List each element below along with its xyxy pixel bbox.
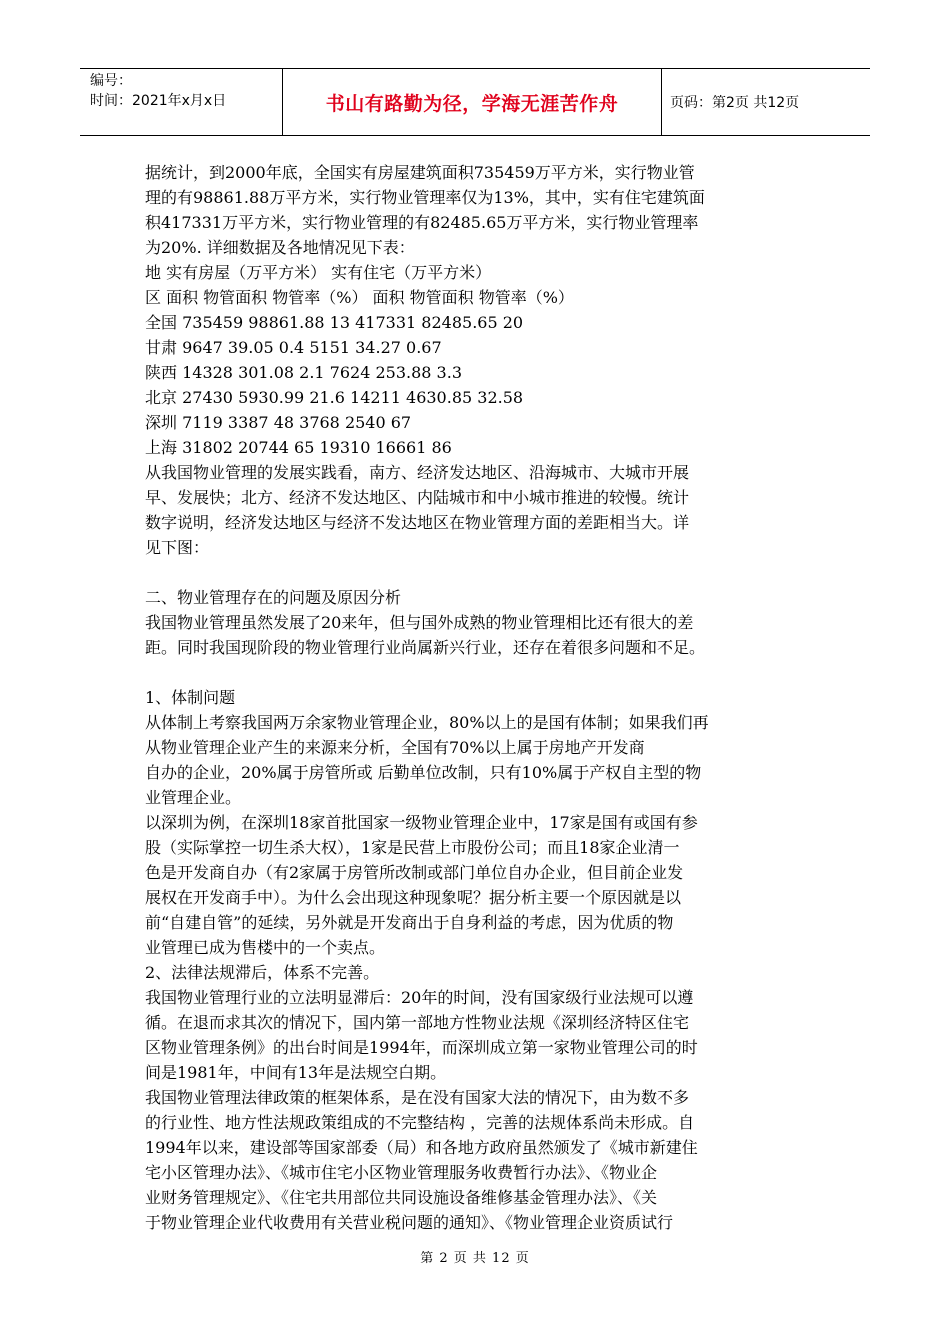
body-text-line: 积417331万平方米，实行物业管理的有82485.65万平方米，实行物业管理率 [145, 213, 699, 232]
body-text-line: 从我国物业管理的发展实践看，南方、经济发达地区、沿海城市、大城市开展 [145, 463, 690, 482]
body-text-line: 以深圳为例，在深圳18家首批国家一级物业管理企业中，17家是国有或国有参 [145, 813, 698, 832]
body-text-line: 自办的企业，20%属于房管所或 后勤单位改制，只有10%属于产权自主型的物 [145, 763, 702, 782]
body-text-line: 我国物业管理法律政策的框架体系，是在没有国家大法的情况下，由为数不多 [145, 1088, 690, 1107]
body-text-line: 深圳 7119 3387 48 3768 2540 67 [145, 413, 412, 432]
body-text-line: 距。同时我国现阶段的物业管理行业尚属新兴行业，还存在着很多问题和不足。 [145, 638, 706, 657]
body-text-line: 二、物业管理存在的问题及原因分析 [145, 588, 402, 607]
document-number: 编号： [90, 73, 132, 89]
body-text-line: 宅小区管理办法》、《城市住宅小区物业管理服务收费暂行办法》、《物业企 [145, 1163, 658, 1182]
document-date: 时间：2021年x月x日 [90, 93, 227, 109]
body-text-line: 地 实有房屋（万平方米） 实有住宅（万平方米） [145, 263, 492, 282]
body-text-line: 业管理企业。 [145, 788, 242, 807]
body-text-line: 于物业管理企业代收费用有关营业税问题的通知》、《物业管理企业资质试行 [145, 1213, 674, 1232]
body-text-line: 1、体制问题 [145, 688, 236, 707]
header-page-number: 页码：第2页 共12页 [670, 95, 800, 111]
body-text-line: 股（实际掌控一切生杀大权），1家是民营上市股份公司；而且18家企业清一 [145, 838, 680, 857]
body-text-line: 业财务管理规定》、《住宅共用部位共同设施设备维修基金管理办法》、《关 [145, 1188, 658, 1207]
body-text-line: 数字说明，经济发达地区与经济不发达地区在物业管理方面的差距相当大。详 [145, 513, 690, 532]
body-text-line: 我国物业管理虽然发展了20来年，但与国外成熟的物业管理相比还有很大的差 [145, 613, 694, 632]
blank-line [145, 660, 815, 685]
body-text-line: 1994年以来，建设部等国家部委（局）和各地方政府虽然颁发了《城市新建住 [145, 1138, 698, 1157]
header-motto: 书山有路勤为径，学海无涯苦作舟 [283, 69, 662, 135]
body-text-line: 据统计，到2000年底，全国实有房屋建筑面积735459万平方米，实行物业管 [145, 163, 695, 182]
body-text-line: 全国 735459 98861.88 13 417331 82485.65 20 [145, 313, 524, 332]
body-text-line: 上海 31802 20744 65 19310 16661 86 [145, 438, 452, 457]
body-text-line: 为20%. 详细数据及各地情况见下表： [145, 238, 415, 257]
body-text-line: 甘肃 9647 39.05 0.4 5151 34.27 0.67 [145, 338, 442, 357]
body-text-line: 区物业管理条例》的出台时间是1994年，而深圳成立第一家物业管理公司的时 [145, 1038, 698, 1057]
body-text-line: 北京 27430 5930.99 21.6 14211 4630.85 32.58 [145, 388, 524, 407]
body-text-line: 见下图： [145, 538, 210, 557]
body-text-line: 2、法律法规滞后，体系不完善。 [145, 963, 380, 982]
body-text-line: 从物业管理企业产生的来源来分析，全国有70%以上属于房地产开发商 [145, 738, 645, 757]
body-text-line: 前“自建自管”的延续，另外就是开发商出于自身利益的考虑，因为优质的物 [145, 913, 674, 932]
body-text-line: 间是1981年，中间有13年是法规空白期。 [145, 1063, 447, 1082]
page-header [80, 68, 870, 136]
body-text-line: 展权在开发商手中）。为什么会出现这种现象呢？据分析主要一个原因就是以 [145, 888, 682, 907]
body-text-line: 循。在退而求其次的情况下，国内第一部地方性物业法规《深圳经济特区住宅 [145, 1013, 690, 1032]
document-body [145, 160, 815, 1235]
body-text-line: 的行业性、地方性法规政策组成的不完整结构 ，完善的法规体系尚未形成。自 [145, 1113, 695, 1132]
body-text-line: 色是开发商自办（有2家属于房管所改制或部门单位自办企业，但目前企业发 [145, 863, 684, 882]
body-text-line: 区 面积 物管面积 物管率（%） 面积 物管面积 物管率（%） [145, 288, 574, 307]
body-text-line: 业管理已成为售楼中的一个卖点。 [145, 938, 386, 957]
blank-line [145, 560, 815, 585]
body-text-line: 我国物业管理行业的立法明显滞后：20年的时间，没有国家级行业法规可以遵 [145, 988, 694, 1007]
body-text-line: 从体制上考察我国两万余家物业管理企业，80%以上的是国有体制；如果我们再 [145, 713, 709, 732]
header-info-cell [80, 69, 283, 135]
page-footer: 第 2 页 共 12 页 [420, 1251, 530, 1266]
body-text-line: 理的有98861.88万平方米，实行物业管理率仅为13%，其中，实有住宅建筑面 [145, 188, 705, 207]
body-text-line: 陕西 14328 301.08 2.1 7624 253.88 3.3 [145, 363, 462, 382]
body-text-line: 早、发展快；北方、经济不发达地区、内陆城市和中小城市推进的较慢。统计 [145, 488, 690, 507]
